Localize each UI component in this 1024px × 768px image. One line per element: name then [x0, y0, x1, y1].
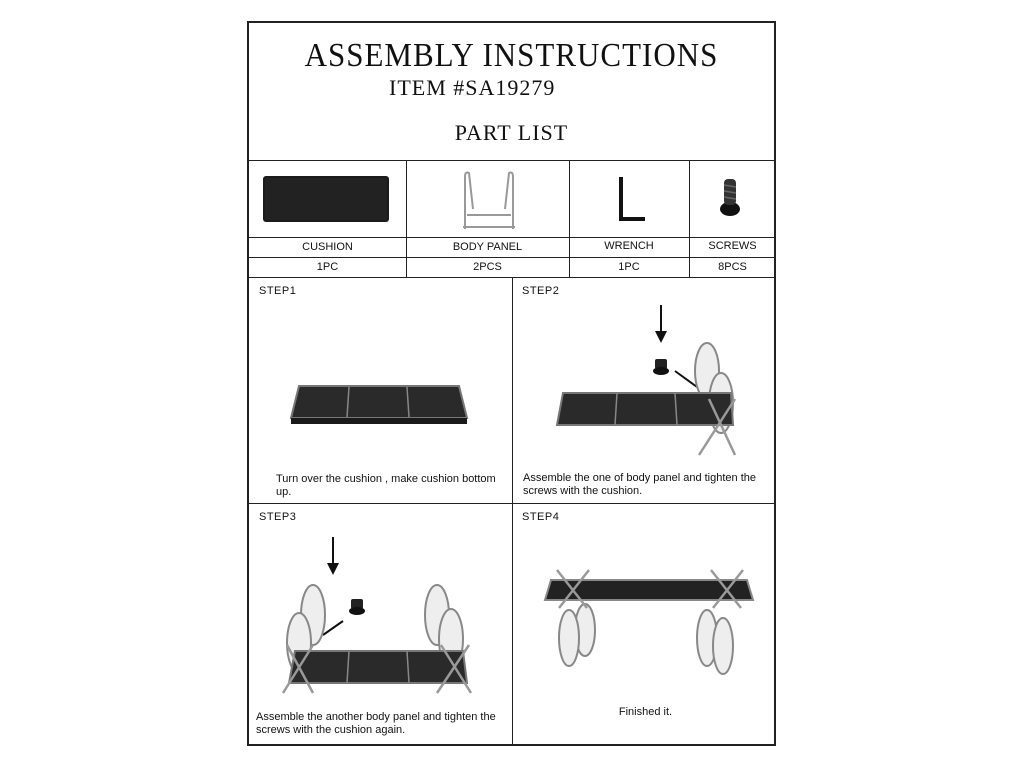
- divider: [249, 237, 774, 238]
- part-name: CUSHION: [302, 241, 353, 253]
- part-name: WRENCH: [604, 240, 654, 252]
- divider: [406, 160, 407, 277]
- step-label: STEP1: [259, 285, 297, 297]
- part-list-heading: PART LIST: [454, 120, 569, 145]
- step-caption: Turn over the cushion , make cushion bottom up.: [276, 473, 496, 498]
- divider: [512, 277, 513, 746]
- part-qty: 8PCS: [718, 261, 747, 273]
- step-label: STEP3: [259, 511, 297, 523]
- body-panel-image: [457, 169, 521, 233]
- part-name: SCREWS: [708, 240, 757, 252]
- step2-illustration: [549, 303, 749, 463]
- divider: [249, 257, 774, 258]
- part-qty: 1PC: [316, 261, 339, 273]
- page-title: ASSEMBLY INSTRUCTIONS: [304, 35, 719, 74]
- step-label: STEP4: [522, 511, 560, 523]
- divider: [569, 160, 570, 277]
- cushion-image: [261, 173, 391, 225]
- step3-illustration: [277, 535, 487, 695]
- part-name: BODY PANEL: [452, 241, 523, 253]
- step4-finished-bench-illustration: [539, 568, 759, 678]
- divider: [249, 160, 774, 161]
- part-qty: 2PCS: [473, 261, 502, 273]
- divider: [689, 160, 690, 277]
- step-caption: Finished it.: [618, 706, 673, 718]
- screw-image: [715, 177, 745, 221]
- step1-cushion-illustration: [289, 378, 469, 430]
- step-caption: Assemble the another body panel and tighten the screws with the cushion again.: [256, 711, 496, 736]
- step-caption: Assemble the one of body panel and tighten the screws with the cushion.: [523, 472, 757, 497]
- step-label: STEP2: [522, 285, 560, 297]
- instruction-sheet: [247, 21, 776, 746]
- wrench-image: [611, 175, 651, 225]
- item-number: ITEM #SA19279: [389, 75, 556, 100]
- part-qty: 1PC: [618, 261, 640, 273]
